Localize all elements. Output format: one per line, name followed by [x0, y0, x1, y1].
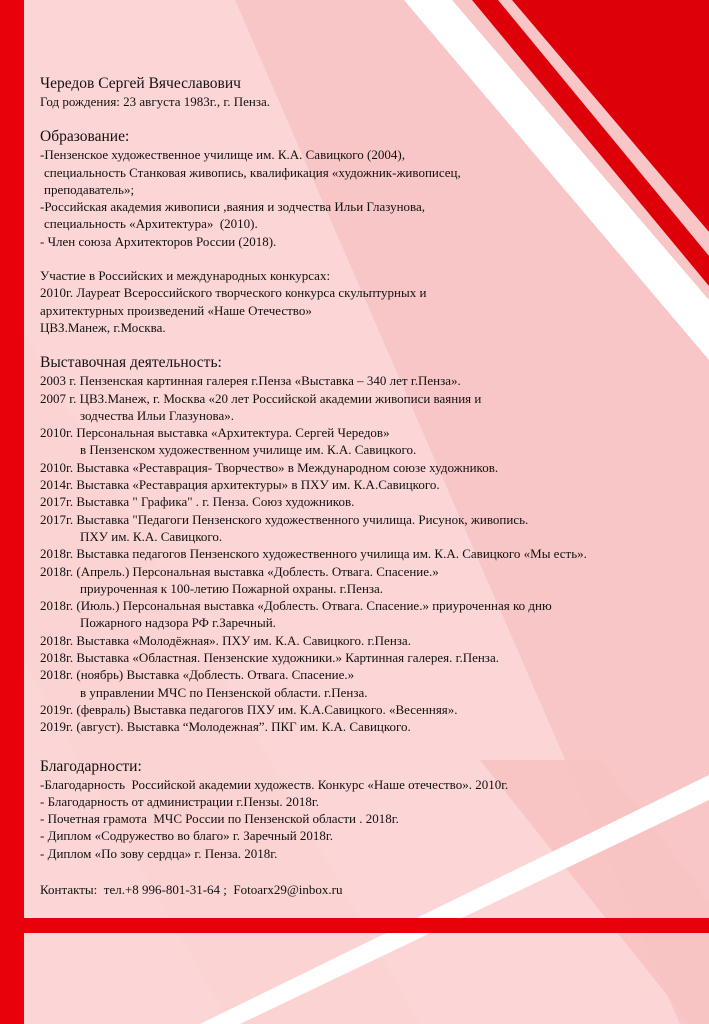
- exhibition-line: 2018г. (Апрель.) Персональная выставка «Доблесть. Отвага. Спасение.»: [40, 563, 439, 579]
- contest-line: архитектурных произведений «Наше Отечество»: [40, 302, 312, 318]
- education-line: преподаватель»;: [44, 181, 135, 197]
- education-heading: Образование:: [40, 128, 130, 146]
- education-list: [40, 146, 700, 250]
- exhibition-line: 2017г. Выставка " Графика" . г. Пенза. Союз художников.: [40, 494, 355, 510]
- education-line: специальность «Архитектура» (2010).: [44, 216, 258, 232]
- exhibition-line: в управлении МЧС по Пензенской области. г.Пенза.: [80, 684, 368, 700]
- exhibition-line: 2010г. Выставка «Реставрация- Творчество» в Международном союзе художников.: [40, 459, 499, 475]
- contacts-line: Контакты: тел.+8 996-801-31-64 ; Fotoarx29@inbox.ru: [40, 881, 343, 897]
- contests-heading: Участие в Российских и международных конкурсах:: [40, 268, 331, 284]
- award-line: - Диплом «По зову сердца» г. Пенза. 2018г.: [40, 845, 278, 861]
- education-line: специальность Станковая живопись, квалификация «художник-живописец,: [44, 164, 461, 180]
- exhibition-line: зодчества Ильи Глазунова».: [80, 407, 234, 423]
- award-line: - Почетная грамота МЧС России по Пензенской области . 2018г.: [40, 811, 399, 827]
- exhibition-line: 2018г. (Июль.) Персональная выставка «Доблесть. Отвага. Спасение.» приуроченная ко дню: [40, 598, 552, 614]
- exhibition-line: приуроченная к 100-летию Пожарной охраны. г.Пенза.: [80, 580, 384, 596]
- contest-line: 2010г. Лауреат Всероссийского творческого конкурса скульптурных и: [40, 285, 427, 301]
- exhibition-line: 2018г. (ноябрь) Выставка «Доблесть. Отвага. Спасение.»: [40, 667, 355, 683]
- resume-content: [40, 74, 700, 898]
- birth-info: Год рождения: 23 августа 1983г., г. Пенза.: [40, 94, 271, 109]
- education-line: -Пензенское художественное училище им. К.А. Савицкого (2004),: [40, 147, 405, 163]
- exhibition-line: 2010г. Персональная выставка «Архитектура. Сергей Чередов»: [40, 425, 390, 441]
- exhibition-line: Пожарного надзора РФ г.Заречный.: [80, 615, 276, 631]
- exhibition-line: 2007 г. ЦВЗ.Манеж, г. Москва «20 лет Российской академии живописи ваяния и: [40, 390, 482, 406]
- contest-line: ЦВЗ.Манеж, г.Москва.: [40, 319, 166, 335]
- exhibition-line: ПХУ им. К.А. Савицкого.: [80, 528, 223, 544]
- exhibition-line: 2018г. Выставка педагогов Пензенского художественного училища им. К.А. Савицкого «Мы есть».: [40, 546, 587, 562]
- exhibitions-heading: Выставочная деятельность:: [40, 354, 222, 372]
- exhibition-line: 2018г. Выставка «Областная. Пензенские художники.» Картинная галерея. г.Пенза.: [40, 650, 499, 666]
- person-name: Чередов Сергей Вячеславович: [40, 75, 241, 92]
- exhibition-line: 2003 г. Пензенская картинная галерея г.Пенза «Выставка – 340 лет г.Пенза».: [40, 373, 461, 389]
- contests-list: [40, 284, 700, 336]
- left-red-bar: [0, 0, 24, 1024]
- award-line: -Благодарность Российской академии художеств. Конкурс «Наше отечество». 2010г.: [40, 776, 509, 792]
- exhibition-line: 2017г. Выставка "Педагоги Пензенского художественного училища. Рисунок, живопись.: [40, 511, 529, 527]
- horizontal-red-bar: [0, 918, 709, 933]
- awards-list: [40, 776, 700, 862]
- exhibition-line: 2019г. (август). Выставка “Молодежная”. ПКГ им. К.А. Савицкого.: [40, 719, 411, 735]
- education-line: - Член союза Архитекторов России (2018).: [40, 233, 277, 249]
- exhibition-line: в Пензенском художественном училище им. К.А. Савицкого.: [80, 442, 417, 458]
- exhibition-line: 2019г. (февраль) Выставка педагогов ПХУ им. К.А.Савицкого. «Весенняя».: [40, 701, 458, 717]
- awards-heading: Благодарности:: [40, 757, 142, 775]
- exhibitions-list: [40, 372, 700, 735]
- award-line: - Благодарность от администрации г.Пензы. 2018г.: [40, 793, 320, 809]
- exhibition-line: 2018г. Выставка «Молодёжная». ПХУ им. К.А. Савицкого. г.Пенза.: [40, 632, 411, 648]
- exhibition-line: 2014г. Выставка «Реставрация архитектуры» в ПХУ им. К.А.Савицкого.: [40, 477, 440, 493]
- education-line: -Российская академия живописи ,ваяния и зодчества Ильи Глазунова,: [40, 199, 426, 215]
- award-line: - Диплом «Содружество во благо» г. Заречный 2018г.: [40, 828, 334, 844]
